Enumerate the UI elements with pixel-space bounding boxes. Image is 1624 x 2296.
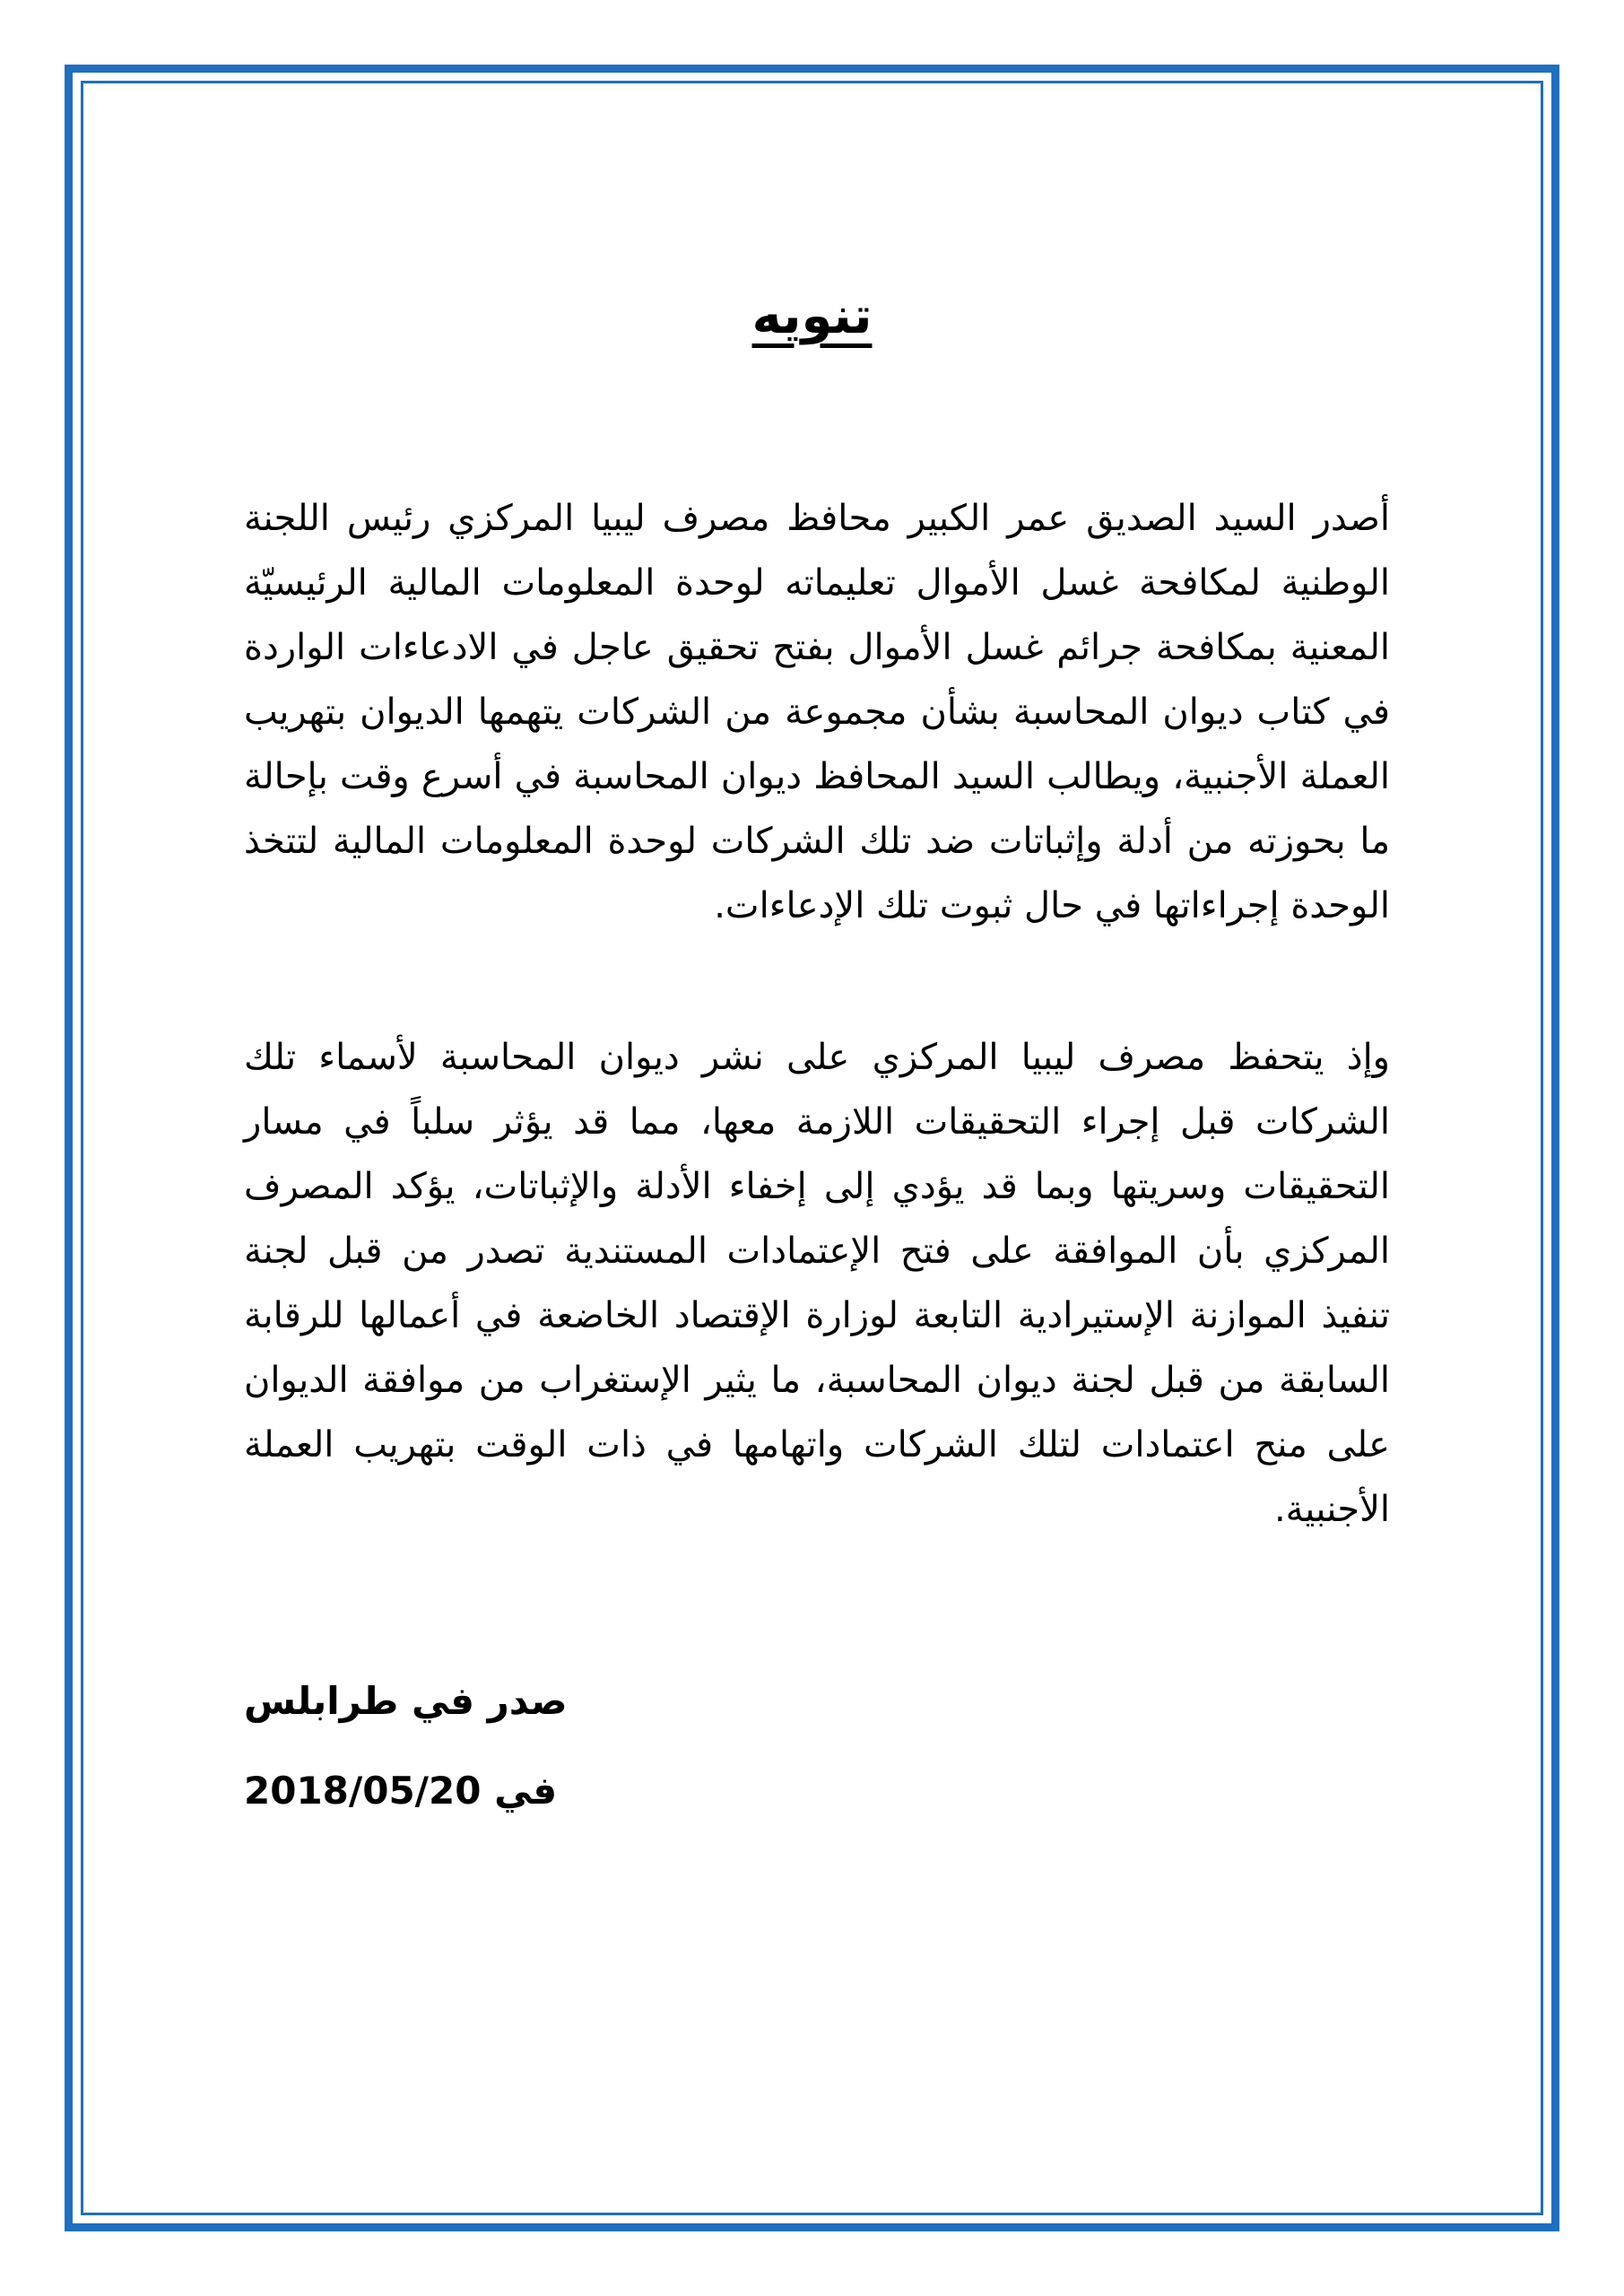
body-paragraph-2: وإذ يتحفظ مصرف ليبيا المركزي على نشر ديوان المحاسبة لأسماء تلك الشركات قبل إجراء التحقيقات اللازمة معها، مما قد يؤثر سلباً في مسار التحقيقات وسريتها وبما قد يؤدي إلى إخفاء الأدلة والإثباتات، يؤكد المصرف المركزي بأن الموافقة على فتح الإعتمادات المستندية تصدر من قبل لجنة تنفيذ الموازنة الإستيرادية التابعة لوزارة الإقتصاد الخاضعة في أعمالها للرقابة السابقة من قبل لجنة ديوان المحاسبة، ما يثير الإستغراب من موافقة الديوان على منح اعتمادات لتلك الشركات واتهامها في ذات الوقت بتهريب العملة الأجنبية. (244, 1037, 1390, 1530)
page-title: تنويه (751, 287, 873, 345)
issued-date: في 2018/05/20 (244, 1769, 558, 1813)
body-paragraph-1: أصدر السيد الصديق عمر الكبير محافظ مصرف ليبيا المركزي رئيس اللجنة الوطنية لمكافحة غسل الأموال تعليماته لوحدة المعلومات المالية الرئيسيّة المعنية بمكافحة جرائم غسل الأموال بفتح تحقيق عاجل في الادعاءات الواردة في كتاب ديوان المحاسبة بشأن مجموعة من الشركات يتهمها الديوان بتهريب العملة الأجنبية، ويطالب السيد المحافظ ديوان المحاسبة في أسرع وقت بإحالة ما بحوزته من أدلة وإثباتات ضد تلك الشركات لوحدة المعلومات المالية لتتخذ الوحدة إجراءاتها في حال ثبوت تلك الإدعاءات. (244, 498, 1390, 926)
issued-place: صدر في طرابلس (244, 1679, 568, 1723)
